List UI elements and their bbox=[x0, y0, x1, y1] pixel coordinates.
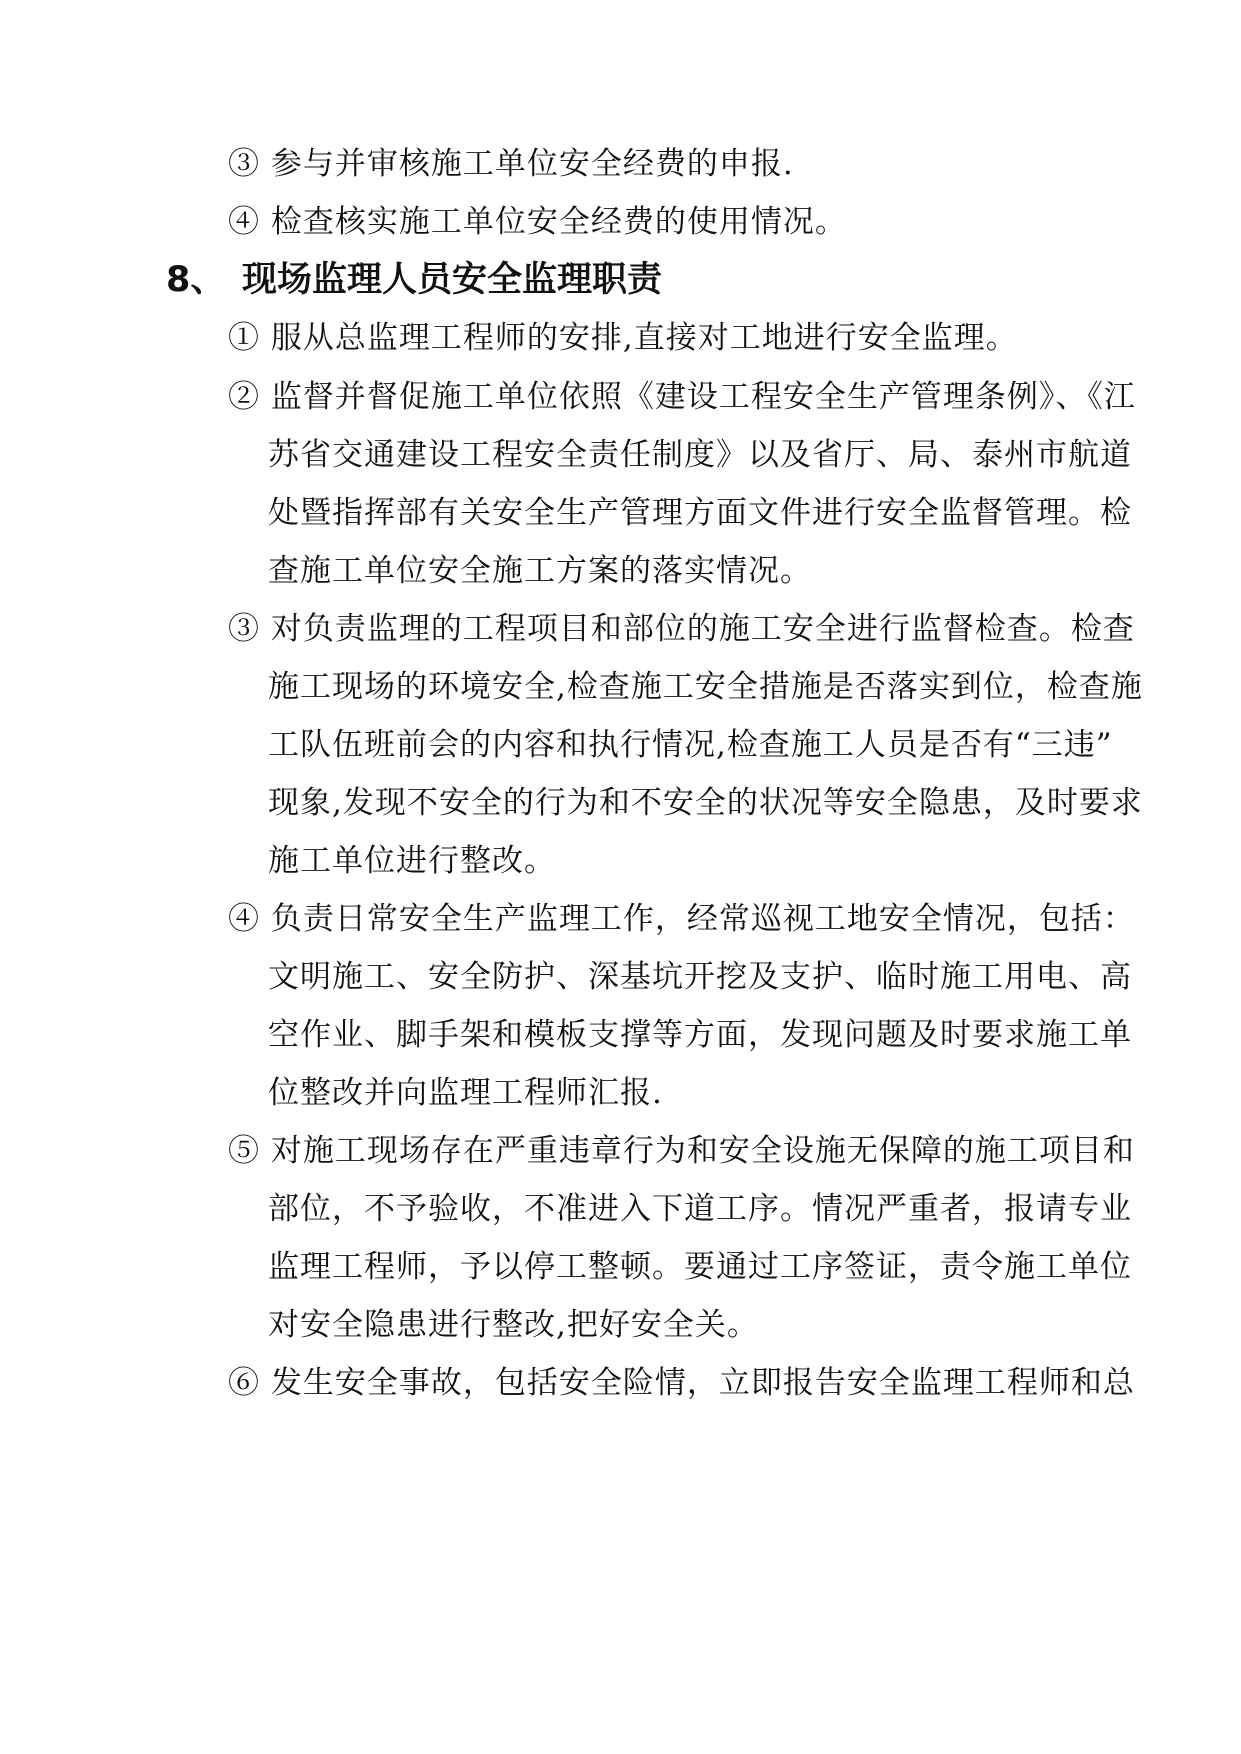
paragraph-line: ④ 检查核实施工单位安全经费的使用情况。 bbox=[228, 204, 847, 240]
paragraph-line: ⑥ 发生安全事故，包括安全险情，立即报告安全监理工程师和总 bbox=[228, 1365, 1135, 1401]
section-heading bbox=[166, 258, 662, 302]
paragraph-line: 施工单位进行整改。 bbox=[268, 843, 556, 879]
paragraph-line: 文明施工、安全防护、深基坑开挖及支护、临时施工用电、高 bbox=[268, 959, 1132, 995]
paragraph-line: 工队伍班前会的内容和执行情况,检查施工人员是否有“三违” bbox=[268, 727, 1113, 763]
paragraph-line: 苏省交通建设工程安全责任制度》以及省厅、局、泰州市航道 bbox=[268, 437, 1132, 473]
paragraph-line: ⑤ 对施工现场存在严重违章行为和安全设施无保障的施工项目和 bbox=[228, 1133, 1135, 1169]
paragraph-line: 空作业、脚手架和模板支撑等方面，发现问题及时要求施工单 bbox=[268, 1017, 1132, 1053]
section-number: 8、 bbox=[166, 260, 226, 300]
paragraph-line: ④ 负责日常安全生产监理工作，经常巡视工地安全情况，包括： bbox=[228, 901, 1135, 937]
paragraph-line: 施工现场的环境安全,检查施工安全措施是否落实到位，检查施 bbox=[268, 669, 1143, 705]
section-title: 现场监理人员安全监理职责 bbox=[242, 260, 663, 300]
paragraph-line: 监理工程师，予以停工整顿。要通过工序签证，责令施工单位 bbox=[268, 1249, 1132, 1285]
paragraph-line: ③ 对负责监理的工程项目和部位的施工安全进行监督检查。检查 bbox=[228, 611, 1135, 647]
paragraph-line: 查施工单位安全施工方案的落实情况。 bbox=[268, 553, 812, 589]
paragraph-line: 对安全隐患进行整改,把好安全关。 bbox=[268, 1307, 759, 1343]
paragraph-line: 现象,发现不安全的行为和不安全的状况等安全隐患，及时要求 bbox=[268, 785, 1143, 821]
paragraph-line: ③ 参与并审核施工单位安全经费的申报. bbox=[228, 146, 794, 182]
paragraph-line: 处暨指挥部有关安全生产管理方面文件进行安全监督管理。检 bbox=[268, 495, 1132, 531]
paragraph-line: ① 服从总监理工程师的安排,直接对工地进行安全监理。 bbox=[228, 320, 1018, 356]
paragraph-line: 部位，不予验收，不准进入下道工序。情况严重者，报请专业 bbox=[268, 1191, 1132, 1227]
paragraph-line: ② 监督并督促施工单位依照《建设工程安全生产管理条例》、《江 bbox=[228, 379, 1136, 415]
paragraph-line: 位整改并向监理工程师汇报. bbox=[268, 1075, 663, 1111]
